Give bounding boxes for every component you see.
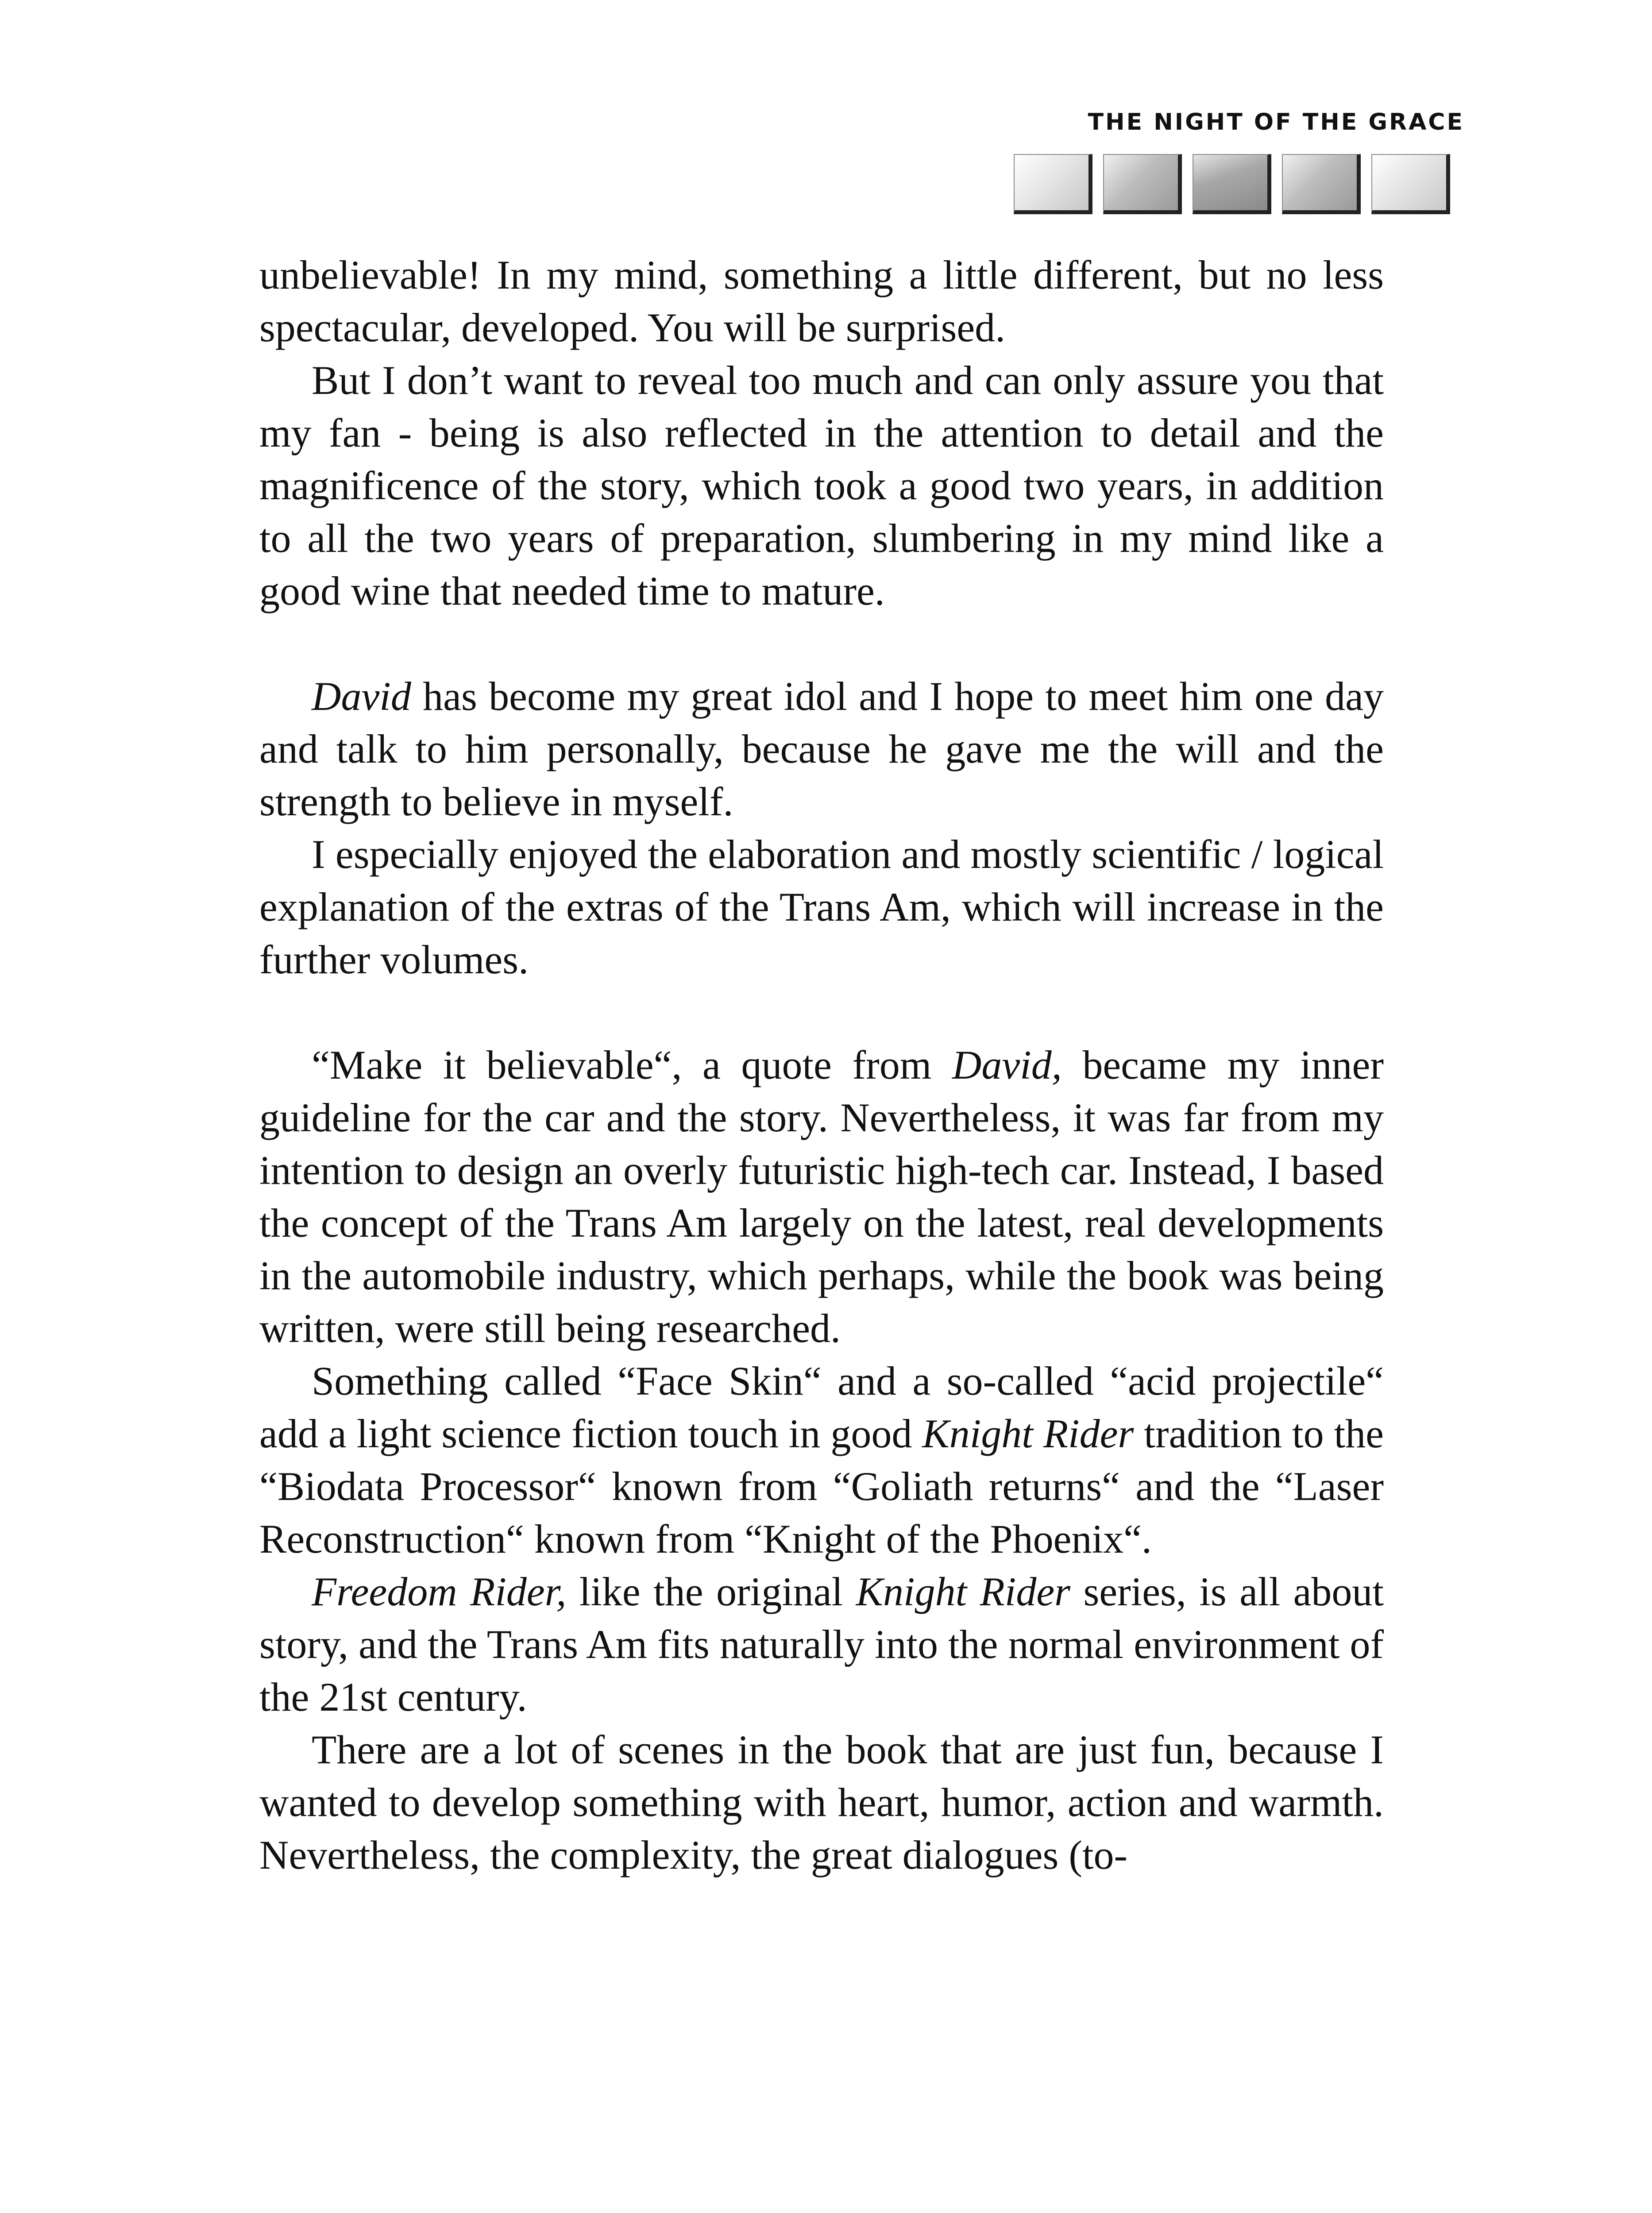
italic-title: Knight Rider	[922, 1411, 1134, 1456]
paragraph-5-text-b: became my inner guideline for the car and the story. Nevertheless, it was far from my intention to design an overly futuristic high-tech car. Instead, I based the concept of the Trans Am largely on the latest, real developments in the automobile industry, which perhaps, while the book was being written, were still being researched.	[259, 1042, 1384, 1351]
paragraph-4: I especially enjoyed the elaboration and mostly scientific / logical explanation of the extras of the Trans Am, which will increase in the further volumes.	[259, 832, 1384, 982]
italic-name: David,	[952, 1042, 1062, 1087]
paragraph-6	[259, 1355, 1384, 1565]
section-tab-2	[1103, 154, 1182, 214]
paragraph-1: unbelievable! In my mind, something a little different, but no less spectacular, developed. You will be surprised.	[259, 252, 1384, 350]
running-head-title: THE NIGHT OF THE GRACE	[1088, 109, 1464, 135]
body-text	[259, 249, 1384, 1881]
paragraph-8: There are a lot of scenes in the book that are just fun, because I wanted to develop something with heart, humor, action and warmth. Nevertheless, the complexity, the great dialogues (to-	[259, 1727, 1384, 1878]
paragraph-7	[259, 1565, 1384, 1723]
paragraph-5-text-a: “Make it believable“, a quote from	[312, 1042, 952, 1087]
italic-title: Freedom Rider,	[312, 1569, 567, 1614]
section-tabs	[1014, 154, 1450, 214]
section-tab-4	[1282, 154, 1361, 214]
paragraph-3-text: has become my great idol and I hope to meet him one day and talk to him personally, because he gave me the will and the strength to believe in myself.	[259, 674, 1384, 824]
paragraph-6-text-b: tradition to the “Biodata Processor“ known from “Goliath returns“ and the “Laser Reconstruction“ known from “Knight of the Phoenix“.	[259, 1411, 1384, 1561]
italic-title: Knight Rider	[856, 1569, 1070, 1614]
paragraph-6-text-a: Something called “Face Skin“ and a so-called “acid projectile“ add a light science fiction touch in good	[259, 1358, 1384, 1456]
section-tab-1	[1014, 154, 1092, 214]
paragraph-7-text-a: like the original	[566, 1569, 856, 1614]
paragraph-5	[259, 1039, 1384, 1355]
section-tab-5	[1371, 154, 1450, 214]
paragraph-2: But I don’t want to reveal too much and can only assure you that my fan - being is also reflected in the attention to detail and the magnificence of the story, which took a good two years, in addition to all the two years of preparation, slumbering in my mind like a good wine that needed time to mature.	[259, 358, 1384, 613]
paragraph-7-text-b: series, is all about story, and the Trans Am fits naturally into the normal environment of the 21st century.	[259, 1569, 1384, 1720]
paragraph-3	[259, 670, 1384, 828]
section-tab-3	[1193, 154, 1271, 214]
italic-name: David	[312, 674, 411, 719]
